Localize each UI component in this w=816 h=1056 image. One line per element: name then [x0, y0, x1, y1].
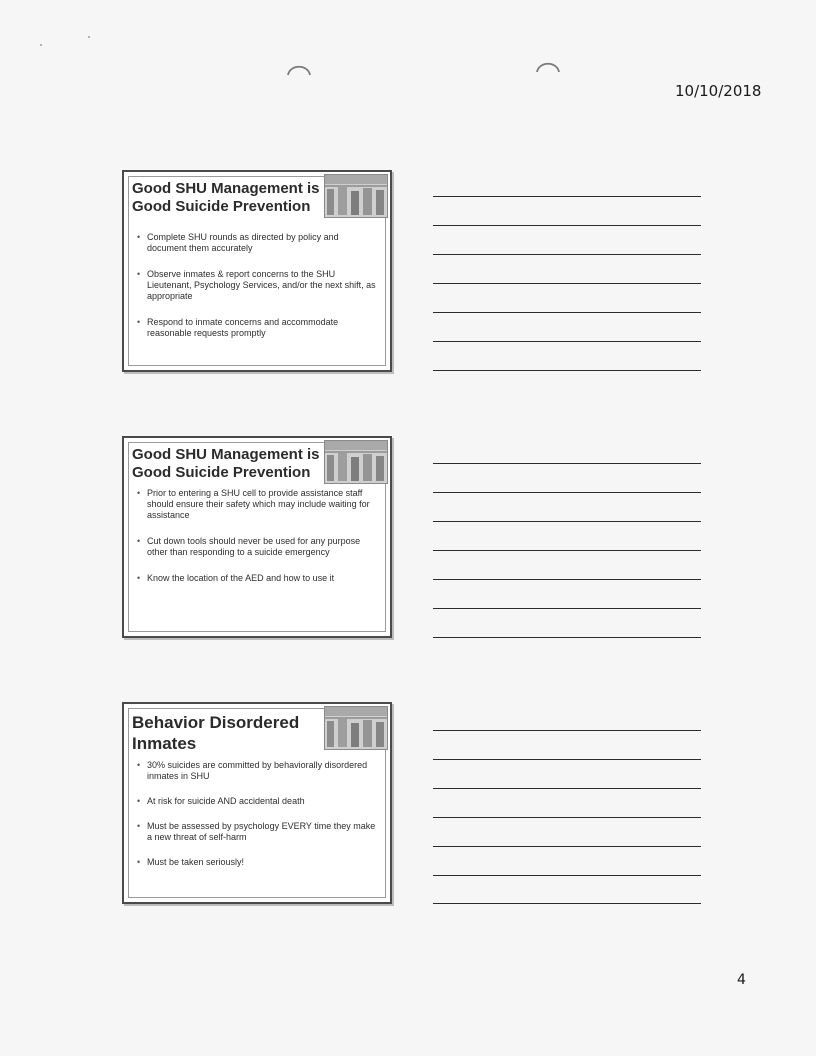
- note-line: [433, 608, 701, 609]
- bullet-list: [134, 232, 380, 339]
- scan-speck: [88, 36, 90, 38]
- bullet-item: • Must be assessed by psychology EVERY time they make a new threat of self-harm: [134, 821, 380, 843]
- cell-block-photo-icon: [324, 706, 388, 750]
- note-line: [433, 492, 701, 493]
- bullet-item: • Complete SHU rounds as directed by policy and document them accurately: [134, 232, 380, 254]
- page-number: 4: [737, 972, 746, 988]
- slide-2: [122, 436, 392, 638]
- bullet-item: • Must be taken seriously!: [134, 857, 380, 868]
- bullet-item: • At risk for suicide AND accidental death: [134, 796, 380, 807]
- note-line: [433, 846, 701, 847]
- scan-speck: [40, 44, 42, 46]
- slide-1: [122, 170, 392, 372]
- note-line: [433, 788, 701, 789]
- bullet-item: • Observe inmates & report concerns to the SHU Lieutenant, Psychology Services, and/or the next shift, as appropriate: [134, 269, 380, 302]
- note-line: [433, 875, 701, 876]
- note-line: [433, 312, 701, 313]
- bullet-item: • Know the location of the AED and how to use it: [134, 573, 380, 584]
- note-line: [433, 370, 701, 371]
- binder-hole-icon: [286, 62, 312, 76]
- note-line: [433, 463, 701, 464]
- bullet-item: • Respond to inmate concerns and accommodate reasonable requests promptly: [134, 317, 380, 339]
- slide-title: Good SHU Management is Good Suicide Prevention: [132, 446, 320, 481]
- note-line: [433, 637, 701, 638]
- bullet-item: • Prior to entering a SHU cell to provide assistance staff should ensure their safety which may include waiting for assistance: [134, 488, 380, 521]
- bullet-list: [134, 760, 380, 868]
- bullet-list: [134, 488, 380, 584]
- note-line: [433, 550, 701, 551]
- cell-block-photo-icon: [324, 440, 388, 484]
- note-line: [433, 283, 701, 284]
- note-line: [433, 225, 701, 226]
- note-line: [433, 521, 701, 522]
- note-line: [433, 579, 701, 580]
- note-line: [433, 196, 701, 197]
- note-line: [433, 817, 701, 818]
- note-line: [433, 254, 701, 255]
- slide-title: Behavior Disordered Inmates: [132, 713, 300, 753]
- cell-block-photo-icon: [324, 174, 388, 218]
- note-line: [433, 759, 701, 760]
- note-line: [433, 903, 701, 904]
- slide-title: Good SHU Management is Good Suicide Prevention: [132, 180, 320, 215]
- bullet-item: • 30% suicides are committed by behaviorally disordered inmates in SHU: [134, 760, 380, 782]
- note-line: [433, 730, 701, 731]
- note-line: [433, 341, 701, 342]
- page-date: 10/10/2018: [675, 82, 762, 100]
- binder-hole-icon: [535, 59, 561, 73]
- slide-3: [122, 702, 392, 904]
- bullet-item: • Cut down tools should never be used for any purpose other than responding to a suicide emergency: [134, 536, 380, 558]
